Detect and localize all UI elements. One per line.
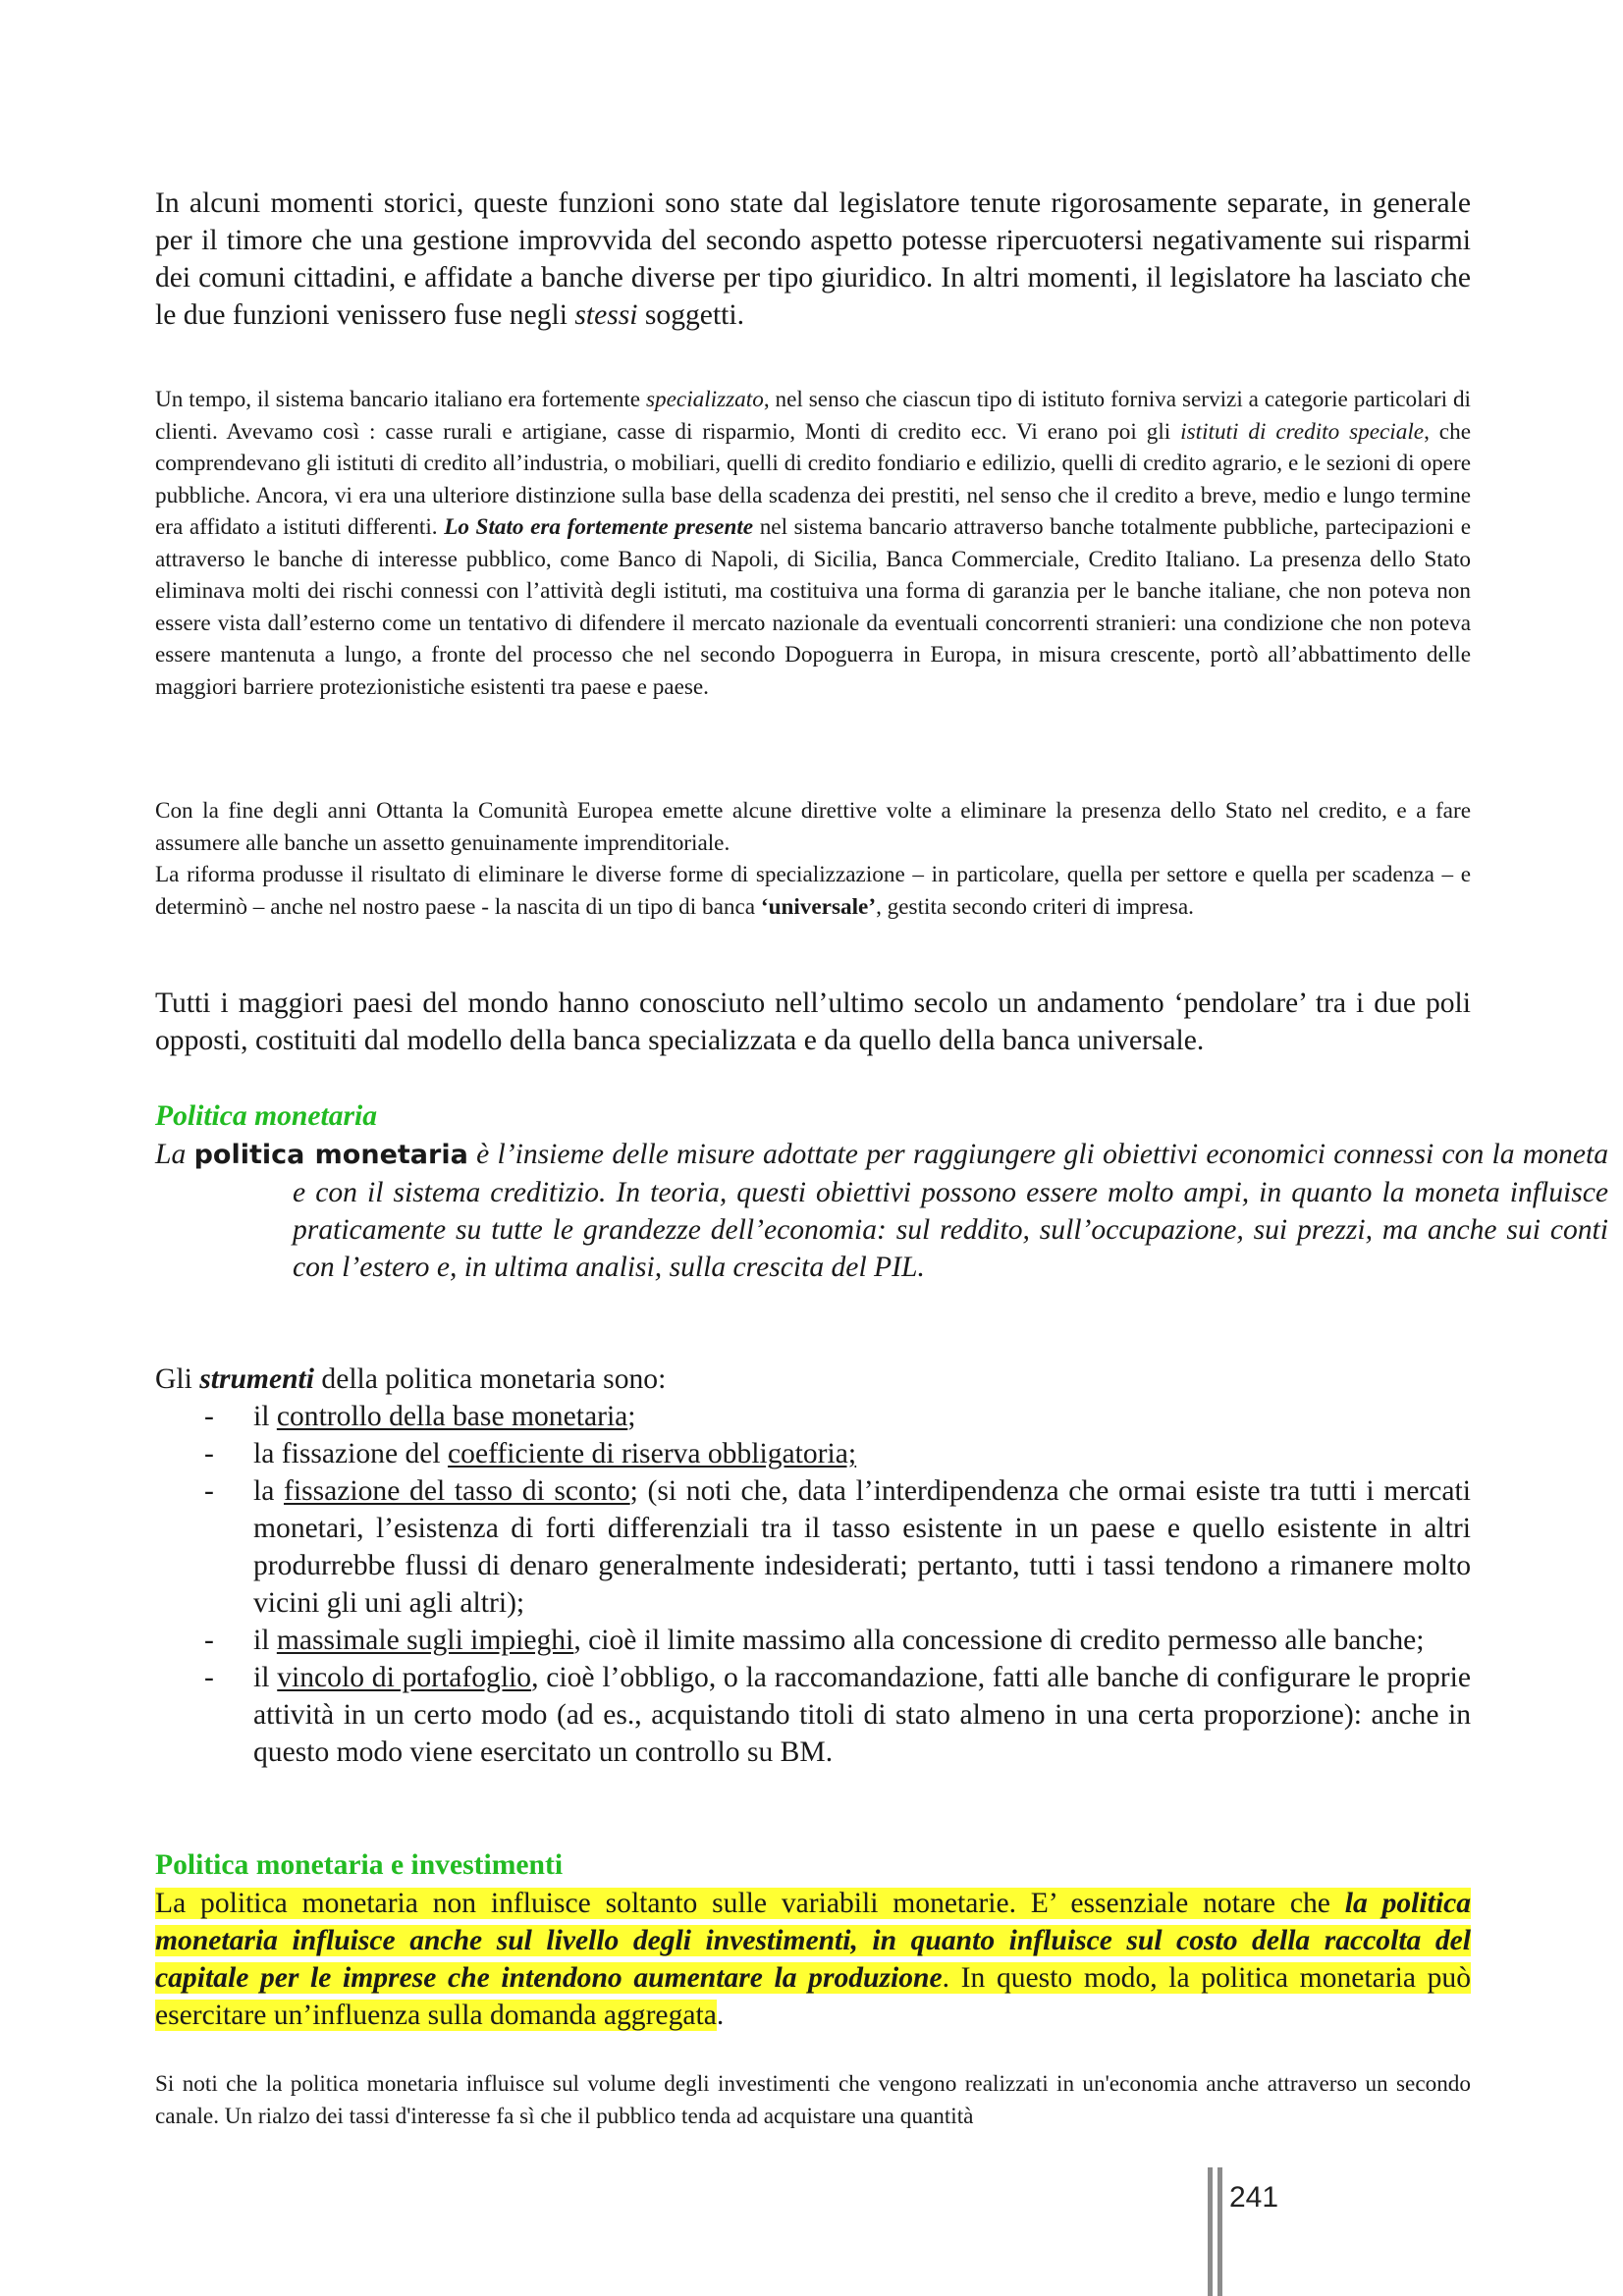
list-item: - il massimale sugli impieghi, cioè il limite massimo alla concessione di credito permesso alle banche;	[204, 1625, 1425, 1656]
paragraph-1: In alcuni momenti storici, queste funzioni sono state dal legislatore tenute rigorosamente separate, in generale per il timore che una gestione improvvida del secondo aspetto potesse ripercuotersi negativamente sui risparmi dei comuni cittadini, e affidate a banche diverse per tipo giuridico. In altri momenti, il legislatore ha lasciato che le due funzioni venissero fuse negli stessi soggetti.	[155, 187, 1471, 331]
paragraph-4: La riforma produsse il risultato di eliminare le diverse forme di specializzazione – in particolare, quella per settore e quella per scadenza – e determinò – anche nel nostro paese - la nascita di un tipo di banca ‘universale’, gestita secondo criteri di impresa.	[155, 862, 1471, 920]
footer-bar	[1217, 2167, 1222, 2296]
heading-politica-monetaria-investimenti: Politica monetaria e investimenti	[155, 1849, 564, 1881]
list-item: - il controllo della base monetaria;	[204, 1401, 636, 1432]
list-item: - la fissazione del coefficiente di riserva obbligatoria;	[204, 1438, 857, 1469]
paragraph-last: Si noti che la politica monetaria influisce sul volume degli investimenti che vengono realizzati in un'economia anche attraverso un secondo canale. Un rialzo dei tassi d'interesse fa sì che il pubblico tenda ad acquistare una quantità	[155, 2071, 1471, 2129]
definition-paragraph: La politica monetaria è l’insieme delle misure adottate per raggiungere gli obiettivi economici connessi con la moneta e con il sistema creditizio. In teoria, questi obiettivi possono essere molto ampi, in quanto la moneta influisce praticamente su tutte le grandezze dell’economia: sul reddito, sull’occupazione, sui prezzi, ma anche sui conti con l’estero e, in ultima analisi, sulla crescita del PIL.	[155, 1139, 1608, 1283]
paragraph-5: Tutti i maggiori paesi del mondo hanno conosciuto nell’ultimo secolo un andamento ‘pendolare’ tra i due poli opposti, costituiti dal modello della banca specializzata e da quello della banca universale.	[155, 988, 1471, 1056]
highlighted-paragraph: La politica monetaria non influisce soltanto sulle variabili monetarie. E’ essenziale notare che la politica monetaria influisce anche sul livello degli investimenti, in quanto influisce sul costo della raccolta del capitale per le imprese che intendono aumentare la produzione. In questo modo, la politica monetaria può esercitare un’influenza sulla domanda aggregata.	[155, 1888, 1471, 2031]
paragraph-3: Con la fine degli anni Ottanta la Comunità Europea emette alcune direttive volte a eliminare la presenza dello Stato nel credito, e a fare assumere alle banche un assetto genuinamente imprenditoriale.	[155, 798, 1471, 856]
instruments-intro: Gli strumenti della politica monetaria sono:	[155, 1363, 667, 1395]
page-footer-bars	[1208, 2167, 1229, 2296]
list-item: - la fissazione del tasso di sconto; (si noti che, data l’interdipendenza che ormai esiste tra tutti i mercati monetari, l’esistenza di forti differenziali tra il tasso esistente in un paese e quello esistente in altri produrrebbe flussi di denaro generalmente indesiderati; pertanto, tutti i tassi tendono a rimanere molto vicini gli uni agli altri);	[204, 1475, 1471, 1619]
page-number: 241	[1229, 2181, 1279, 2214]
heading-politica-monetaria: Politica monetaria	[155, 1100, 378, 1132]
instruments-list	[155, 1398, 1471, 1771]
paragraph-2: Un tempo, il sistema bancario italiano era fortemente specializzato, nel senso che ciascun tipo di istituto forniva servizi a categorie particolari di clienti. Avevamo così : casse rurali e artigiane, casse di risparmio, Monti di credito ecc. Vi erano poi gli istituti di credito speciale, che comprendevano gli istituti di credito all’industria, o mobiliari, quelli di credito fondiario e edilizio, quelli di credito agrario, e le sezioni di opere pubbliche. Ancora, vi era una ulteriore distinzione sulla base della scadenza dei prestiti, nel senso che il credito a breve, medio e lungo termine era affidato a istituti differenti. Lo Stato era fortemente presente nel sistema bancario attraverso banche totalmente pubbliche, partecipazioni e attraverso le banche di interesse pubblico, come Banco di Napoli, di Sicilia, Banca Commerciale, Credito Italiano. La presenza dello Stato eliminava molti dei rischi connessi con l’attività degli istituti, ma costituiva una forma di garanzia per le banche italiane, che non poteva non essere vista dall’esterno come un tentativo di difendere il mercato nazionale da eventuali concorrenti stranieri: una condizione che non poteva essere mantenuta a lungo, a fronte del processo che nel secondo Dopoguerra in Europa, in misura crescente, portò all’abbattimento delle maggiori barriere protezionistiche esistenti tra paese e paese.	[155, 387, 1472, 700]
list-item: - il vincolo di portafoglio, cioè l’obbligo, o la raccomandazione, fatti alle banche di configurare le proprie attività in un certo modo (ad es., acquistando titoli di stato almeno in una certa proporzione): anche in questo modo viene esercitato un controllo su BM.	[204, 1662, 1471, 1768]
footer-bar	[1208, 2167, 1213, 2296]
